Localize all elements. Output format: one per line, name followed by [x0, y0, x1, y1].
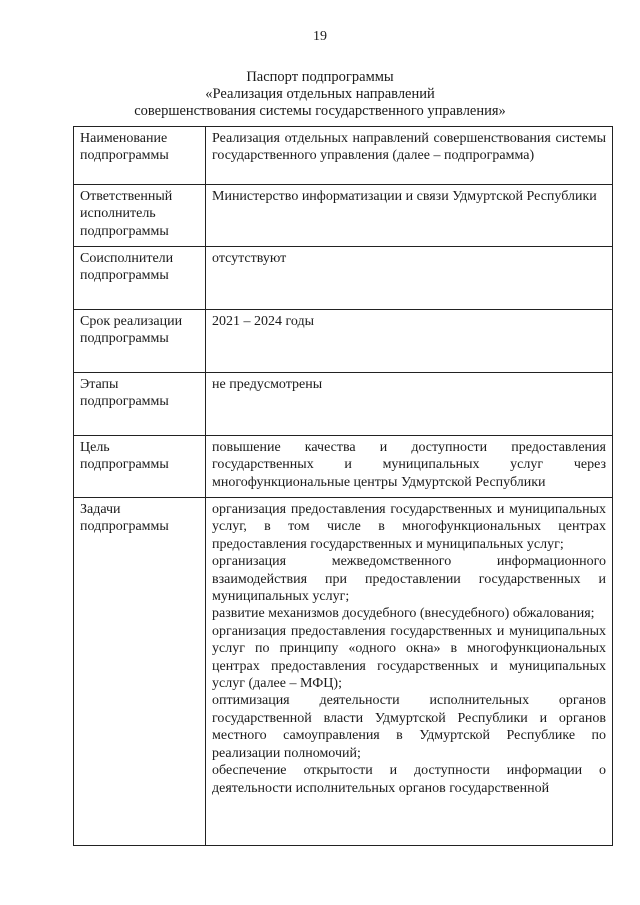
title-line-2: «Реализация отдельных направлений [205, 86, 435, 102]
row-value: Министерство информатизации и связи Удмуртской Республики [206, 185, 613, 247]
row-value: Реализация отдельных направлений совершенствования системы государственного управления (далее – подпрограмма) [206, 127, 613, 185]
row-coexecutors [74, 247, 613, 310]
row-label: Цель подпрограммы [74, 436, 206, 498]
row-value: отсутствуют [206, 247, 613, 310]
passport-table [73, 126, 613, 846]
task-item: организация межведомственного информационного взаимодействия при предоставлении государственных и муниципальных услуг; [212, 554, 606, 605]
tasks-list [206, 498, 613, 846]
row-executor [74, 185, 613, 247]
row-label: Этапы подпрограммы [74, 373, 206, 436]
row-goal [74, 436, 613, 498]
row-tasks [74, 498, 613, 846]
task-item: обеспечение открытости и доступности информации о деятельности исполнительных органов государственной [212, 763, 606, 796]
row-value: 2021 – 2024 годы [206, 310, 613, 373]
title-line-3: совершенствования системы государственного управления» [134, 103, 506, 119]
row-label: Задачи подпрограммы [74, 498, 206, 846]
row-value: повышение качества и доступности предоставления государственных и муниципальных услуг через многофункциональные центры Удмуртской Республики [206, 436, 613, 498]
title-line-1: Паспорт подпрограммы [246, 69, 394, 85]
task-item: развитие механизмов досудебного (внесудебного) обжалования; [212, 606, 595, 622]
task-item: организация предоставления государственных и муниципальных услуг по принципу «одного окна» в многофункциональных центрах предоставления государственных и муниципальных услуг (далее – МФЦ); [212, 623, 606, 692]
document-title [0, 69, 640, 120]
row-period [74, 310, 613, 373]
row-label: Соисполнители подпрограммы [74, 247, 206, 310]
row-label: Ответственный исполнитель подпрограммы [74, 185, 206, 247]
row-stages [74, 373, 613, 436]
row-label: Наименование подпрограммы [74, 127, 206, 185]
task-item: организация предоставления государственных и муниципальных услуг, в том числе в многофункциональных центрах предоставления государственных и муниципальных услуг; [212, 502, 606, 552]
row-name [74, 127, 613, 185]
row-value: не предусмотрены [206, 373, 613, 436]
task-item: оптимизация деятельности исполнительных органов государственной власти Удмуртской Республики и органов местного самоуправления в Удмуртской Республике по реализации полномочий; [212, 693, 606, 761]
page-number: 19 [313, 29, 327, 44]
row-label: Срок реализации подпрограммы [74, 310, 206, 373]
